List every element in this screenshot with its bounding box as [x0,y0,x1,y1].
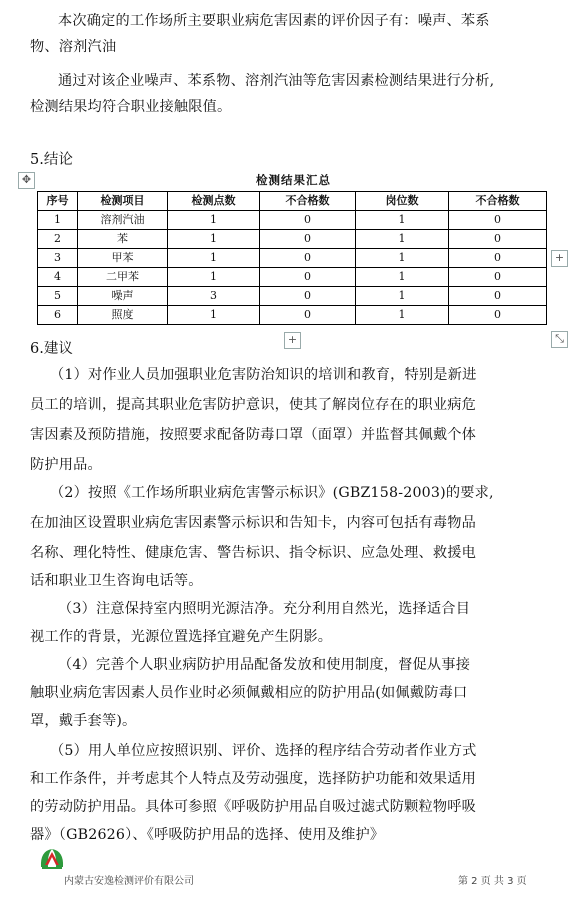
item1-line4: 防护用品。 [30,457,102,473]
item5-line4: 器》（GB2626）、《呼吸防护用品的选择、使用及维护》 [30,827,385,843]
header-cell: 不合格数 [260,192,356,211]
table-cell[interactable]: 1 [38,211,78,230]
item2-line1: （2）按照《工作场所职业病危害警示标识》(GBZ158-2003)的要求, [50,485,494,501]
table-cell[interactable]: 0 [260,211,356,230]
header-cell: 序号 [38,192,78,211]
table-title: 检测结果汇总 [256,173,331,187]
item2-line2: 在加油区设置职业病危害因素警示标识和告知卡，内容可包括有毒物品 [30,515,477,531]
table-cell[interactable]: 1 [168,211,260,230]
table-cell[interactable]: 0 [449,287,547,306]
table-cell[interactable]: 照度 [78,306,168,325]
add-row-button[interactable]: + [284,332,301,349]
footer-company: 内蒙古安逸检测评价有限公司 [64,876,194,887]
table-row [38,211,547,230]
item2-line3: 名称、理化特性、健康危害、警告标识、指令标识、应急处理、救援电 [30,545,477,561]
table-cell[interactable]: 1 [168,268,260,287]
table-cell[interactable]: 6 [38,306,78,325]
item4-line3: 罩，戴手套等)。 [30,713,137,729]
header-cell: 岗位数 [356,192,449,211]
footer-page-number: 第 2 页 共 3 页 [458,876,527,887]
company-logo-icon [38,845,66,871]
table-row [38,287,547,306]
intro-para1-line2: 物、溶剂汽油 [30,39,117,55]
table-move-handle[interactable]: ✥ [18,172,35,189]
header-cell: 检测项目 [78,192,168,211]
table-row [38,230,547,249]
add-column-button[interactable]: + [551,250,568,267]
item4-line2: 触职业病危害因素人员作业时必须佩戴相应的防护用品(如佩戴防毒口 [30,685,468,701]
table-cell[interactable]: 3 [38,249,78,268]
table-cell[interactable]: 0 [260,287,356,306]
intro-para1-line1: 本次确定的工作场所主要职业病危害因素的评价因子有：噪声、苯系 [58,13,490,29]
table-cell[interactable]: 4 [38,268,78,287]
table-cell[interactable]: 二甲苯 [78,268,168,287]
item1-line2: 员工的培训，提高其职业危害防护意识，使其了解岗位存在的职业病危 [30,397,477,413]
table-cell[interactable]: 0 [449,249,547,268]
item3-line1: （3）注意保持室内照明光源洁净。充分利用自然光，选择适合目 [58,601,471,617]
table-row [38,249,547,268]
table-header-row [38,192,547,211]
table-cell[interactable]: 0 [449,211,547,230]
table-cell[interactable]: 2 [38,230,78,249]
table-cell[interactable]: 噪声 [78,287,168,306]
table-cell[interactable]: 1 [168,249,260,268]
table-row [38,268,547,287]
item1-line3: 害因素及预防措施，按照要求配备防毒口罩（面罩）并监督其佩戴个体 [30,427,477,443]
table-cell[interactable]: 1 [356,211,449,230]
table-cell[interactable]: 0 [260,268,356,287]
item5-line2: 和工作条件，并考虑其个人特点及劳动强度，选择防护功能和效果适用 [30,771,477,787]
item5-line1: （5）用人单位应按照识别、评价、选择的程序结合劳动者作业方式 [50,743,477,759]
table-cell[interactable]: 1 [356,287,449,306]
table-row [38,306,547,325]
table-cell[interactable]: 3 [168,287,260,306]
table-cell[interactable]: 0 [260,230,356,249]
section5-heading: 5.结论 [30,152,73,168]
table-cell[interactable]: 1 [168,230,260,249]
header-cell: 检测点数 [168,192,260,211]
table-cell[interactable]: 0 [260,306,356,325]
item3-line2: 视工作的背景，光源位置选择宜避免产生阴影。 [30,629,333,645]
table-cell[interactable]: 苯 [78,230,168,249]
item2-line4: 话和职业卫生咨询电话等。 [30,573,203,589]
section6-heading: 6.建议 [30,341,73,357]
table-cell[interactable]: 0 [260,249,356,268]
item1-line1: （1）对作业人员加强职业危害防治知识的培训和教育，特别是新进 [50,367,477,383]
table-cell[interactable]: 1 [356,249,449,268]
intro-para2-line2: 检测结果均符合职业接触限值。 [30,99,232,115]
item5-line3: 的劳动防护用品。具体可参照《呼吸防护用品自吸过滤式防颗粒物呼吸 [30,799,477,815]
table-cell[interactable]: 1 [168,306,260,325]
results-table [37,191,547,325]
table-cell[interactable]: 甲苯 [78,249,168,268]
table-resize-handle[interactable]: ⤡ [551,331,568,348]
table-cell[interactable]: 5 [38,287,78,306]
table-cell[interactable]: 0 [449,268,547,287]
table-cell[interactable]: 溶剂汽油 [78,211,168,230]
table-cell[interactable]: 0 [449,230,547,249]
table-cell[interactable]: 0 [449,306,547,325]
table-cell[interactable]: 1 [356,268,449,287]
header-cell: 不合格数 [449,192,547,211]
intro-para2-line1: 通过对该企业噪声、苯系物、溶剂汽油等危害因素检测结果进行分析, [58,73,495,89]
table-cell[interactable]: 1 [356,306,449,325]
item4-line1: （4）完善个人职业病防护用品配备发放和使用制度，督促从事接 [58,657,471,673]
table-cell[interactable]: 1 [356,230,449,249]
